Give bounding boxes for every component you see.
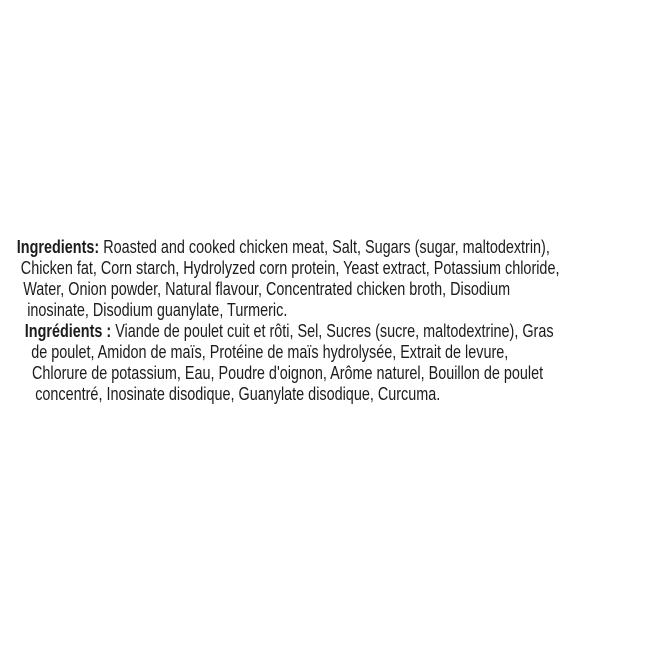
- ingredients-fr-line-3: Chlorure de potassium, Eau, Poudre d'oignon, Arôme naturel, Bouillon de poulet: [32, 363, 544, 383]
- ingredients-en-heading: Ingredients:: [16, 237, 100, 257]
- ingredients-en-line-2: Chicken fat, Corn starch, Hydrolyzed corn protein, Yeast extract, Potassium chloride,: [20, 258, 560, 278]
- ingredients-fr-line-4: concentré, Inosinate disodique, Guanylate disodique, Curcuma.: [35, 384, 441, 404]
- ingredients-label: [0, 237, 650, 405]
- ingredients-fr-heading: Ingrédients :: [24, 321, 112, 341]
- ingredients-en-line-1: [0, 237, 650, 258]
- ingredients-fr-line-1-text: Viande de poulet cuit et rôti, Sel, Sucres (sucre, maltodextrine), Gras: [111, 321, 554, 341]
- ingredients-en-line-4: inosinate, Disodium guanylate, Turmeric.: [27, 300, 288, 320]
- ingredients-en-line-1-text: Roasted and cooked chicken meat, Salt, Sugars (sugar, maltodextrin),: [99, 237, 550, 257]
- ingredients-en-line-3: Water, Onion powder, Natural flavour, Concentrated chicken broth, Disodium: [23, 279, 511, 299]
- ingredients-fr-line-2: de poulet, Amidon de maïs, Protéine de maïs hydrolysée, Extrait de levure,: [31, 342, 509, 362]
- ingredients-fr-line-1: [0, 321, 650, 342]
